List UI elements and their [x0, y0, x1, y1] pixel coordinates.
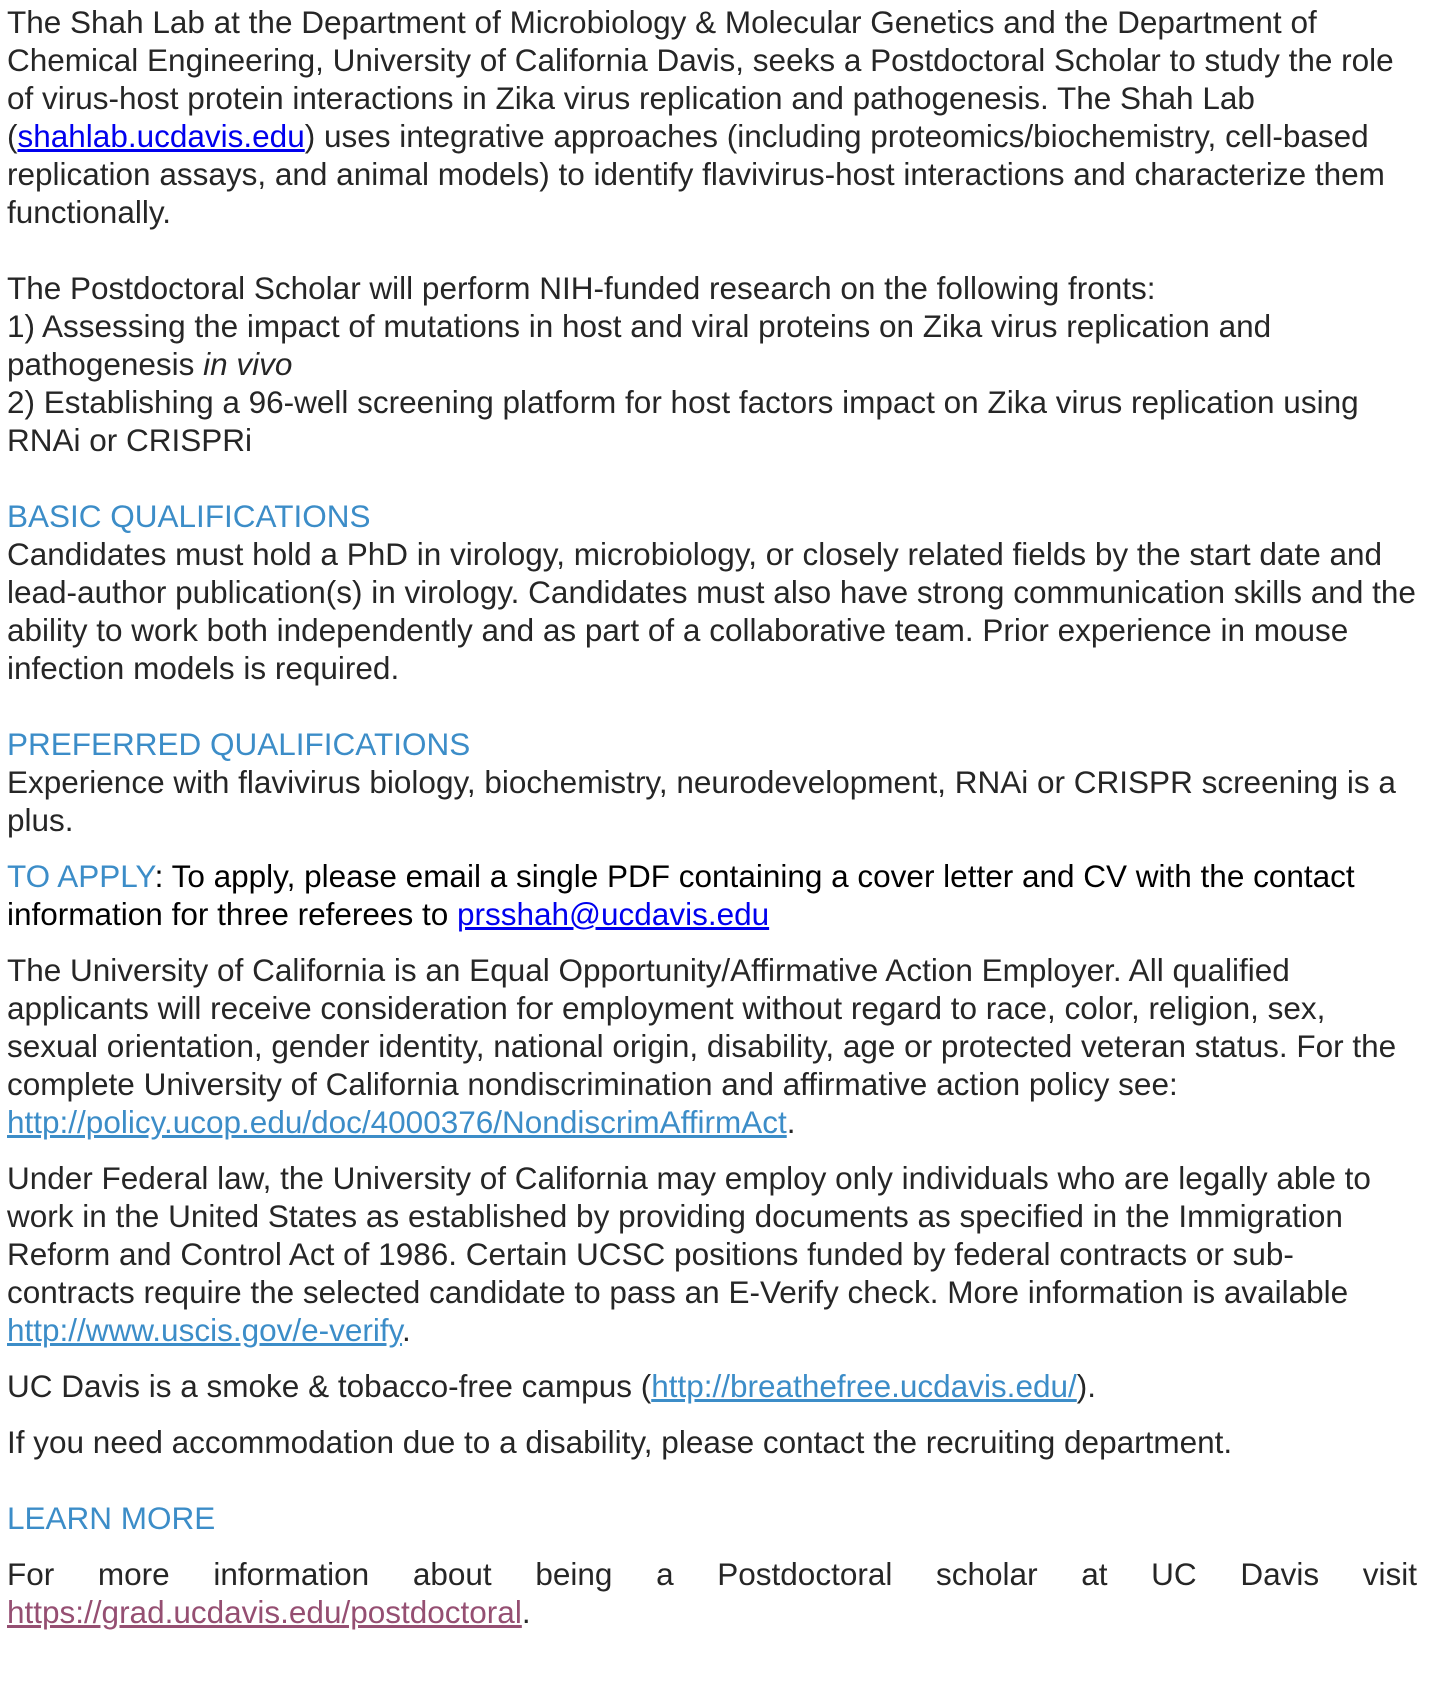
- research-item-1-text: 1) Assessing the impact of mutations in host and viral proteins on Zika virus replication and pathogenesis: [7, 308, 1272, 382]
- intro-text-after-link: ) uses integrative approaches (including proteomics/biochemistry, cell-based replication assays, and animal models) to identify flavivirus-host interactions and characterize them functionally.: [7, 118, 1385, 230]
- postdoctoral-link[interactable]: https://grad.ucdavis.edu/postdoctoral: [7, 1594, 522, 1630]
- e-verify-link[interactable]: http://www.uscis.gov/e-verify: [7, 1312, 403, 1348]
- lab-website-link[interactable]: shahlab.ucdavis.edu: [17, 118, 305, 154]
- apply-section: [7, 857, 1417, 933]
- eeo-end: .: [786, 1104, 796, 1140]
- apply-email-link[interactable]: prsshah@ucdavis.edu: [456, 896, 770, 932]
- policy-link[interactable]: http://policy.ucop.edu/doc/4000376/NondiscrimAffirmAct: [7, 1104, 787, 1140]
- learn-more-text: For more information about being a Postdoctoral scholar at UC Davis visit: [7, 1556, 1417, 1592]
- basic-qualifications-heading: BASIC QUALIFICATIONS: [7, 498, 371, 534]
- learn-more-section: [7, 1499, 1417, 1631]
- research-lead: The Postdoctoral Scholar will perform NIH-funded research on the following fronts:: [7, 270, 1156, 306]
- intro-text-before-link: The Shah Lab at the Department of Microbiology & Molecular Genetics and the Department of Chemical Engineering, University of California Davis, seeks a Postdoctoral Scholar to study the role of virus-host protein interactions in Zika virus replication and pathogenesis. The Shah Lab (: [7, 4, 1394, 154]
- smoke-paragraph: [7, 1367, 1417, 1405]
- eeo-section: [7, 951, 1417, 1141]
- federal-section: [7, 1159, 1417, 1349]
- smoke-section: [7, 1367, 1417, 1405]
- eeo-paragraph: [7, 951, 1417, 1141]
- research-item-1-italic: in vivo: [203, 346, 293, 382]
- basic-qualifications-section: [7, 497, 1417, 687]
- preferred-qualifications-section: [7, 725, 1417, 839]
- federal-text: Under Federal law, the University of California may employ only individuals who are legally able to work in the United States as established by providing documents as specified in the Immigration Reform and Control Act of 1986. Certain UCSC positions funded by federal contracts or sub-contracts require the selected candidate to pass an E-Verify check. More information is available: [7, 1160, 1371, 1310]
- eeo-text: The University of California is an Equal Opportunity/Affirmative Action Employer. All qualified applicants will receive consideration for employment without regard to race, color, religion, sex, sexual orientation, gender identity, national origin, disability, age or protected veteran status. For the complete University of California nondiscrimination and affirmative action policy see:: [7, 952, 1397, 1102]
- breathefree-link[interactable]: http://breathefree.ucdavis.edu/: [651, 1368, 1077, 1404]
- smoke-end: ).: [1076, 1368, 1096, 1404]
- preferred-qualifications-text: Experience with flavivirus biology, biochemistry, neurodevelopment, RNAi or CRISPR screening is a plus.: [7, 764, 1396, 838]
- intro-paragraph: [7, 3, 1417, 231]
- intro-section: [7, 3, 1417, 231]
- basic-qualifications-text: Candidates must hold a PhD in virology, microbiology, or closely related fields by the start date and lead-author publication(s) in virology. Candidates must also have strong communication skills and the ability to work both independently and as part of a collaborative team. Prior experience in mouse infection models is required.: [7, 536, 1416, 686]
- federal-paragraph: [7, 1159, 1417, 1349]
- smoke-text: UC Davis is a smoke & tobacco-free campus (: [7, 1368, 652, 1404]
- accommodation-section: [7, 1423, 1417, 1461]
- research-section: [7, 269, 1417, 459]
- accommodation-text: If you need accommodation due to a disability, please contact the recruiting department.: [7, 1424, 1233, 1460]
- job-posting-page: [0, 3, 1430, 1691]
- research-item-1: [7, 307, 1417, 383]
- research-item-2: 2) Establishing a 96-well screening platform for host factors impact on Zika virus replication using RNAi or CRISPRi: [7, 384, 1359, 458]
- learn-more-link-line: [7, 1593, 1417, 1631]
- apply-paragraph: [7, 857, 1417, 933]
- preferred-qualifications-heading: PREFERRED QUALIFICATIONS: [7, 726, 471, 762]
- learn-more-end: .: [521, 1594, 531, 1630]
- apply-text: : To apply, please email a single PDF containing a cover letter and CV with the contact information for three referees to: [7, 858, 1355, 932]
- apply-label: TO APPLY: [7, 858, 155, 894]
- federal-end: .: [402, 1312, 411, 1348]
- learn-more-heading: LEARN MORE: [7, 1500, 216, 1536]
